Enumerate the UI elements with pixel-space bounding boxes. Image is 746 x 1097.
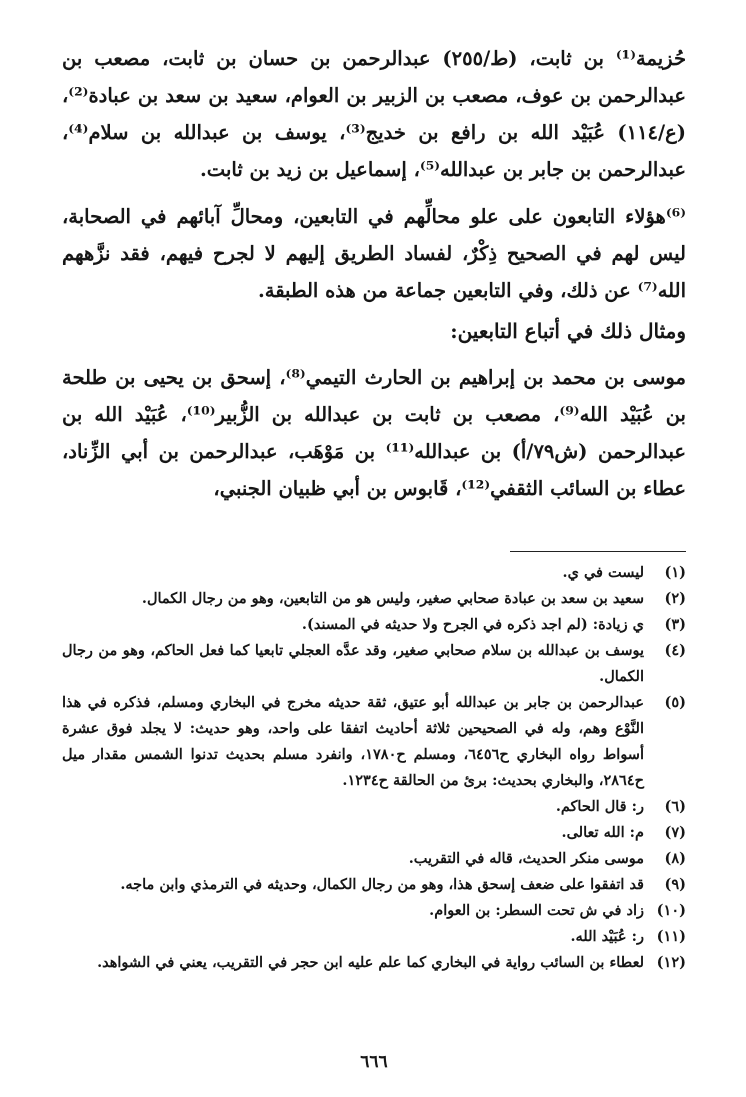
footnote-number: (٥) [664, 694, 686, 711]
footnote-number: (٢) [664, 590, 686, 607]
footnote-number: (١) [664, 564, 686, 581]
footnote-text: ر: عُبَيْد الله. [570, 928, 644, 945]
page [62, 40, 687, 1072]
footnote-text: لعطاء بن السائب رواية في البخاري كما علم عليه ابن حجر في التقريب، يعني في الشواهد. [97, 954, 644, 971]
footnote [62, 560, 686, 586]
paragraph-followers-list: موسى بن محمد بن إبراهيم بن الحارث التيمي⁽⁸⁾، إسحق بن يحيى بن طلحة بن عُبَيْد الله⁽⁹⁾، مصعب بن ثابت بن عبدالله بن الزُّبير⁽¹⁰⁾، عُبَيْد الله بن عبدالرحمن (ش٧٩/أ) بن عبدالله⁽¹¹⁾ بن مَوْهَب، عبدالرحمن بن أبي الزِّناد، عطاء بن السائب الثقفي⁽¹²⁾، قَابوس بن أبي ظبيان الجنبي، [62, 366, 686, 500]
footnote-number: (٦) [664, 798, 686, 815]
footnote [62, 638, 686, 690]
footnote-text: موسى منكر الحديث، قاله في التقريب. [408, 850, 644, 867]
footnote [62, 794, 686, 820]
footnotes [62, 560, 686, 976]
footnote [62, 950, 686, 976]
page-number: ٦٦٦ [360, 1052, 388, 1072]
footnote [62, 586, 686, 612]
footnote-text: ليست في ي. [562, 564, 644, 581]
footnote-number: (٨) [664, 850, 686, 867]
footnote [62, 872, 686, 898]
footnote [62, 898, 686, 924]
footnote-text: قد اتفقوا على ضعف إسحق هذا، وهو من رجال الكمال، وحديثه في الترمذي وابن ماجه. [120, 876, 644, 893]
footnote-text: عبدالرحمن بن جابر بن عبدالله أبو عتيق، ثقة حديثه مخرج في البخاري ومسلم، فذكره في هذا النَّوْع وهم، وله في الصحيحين ثلاثة أحاديث اتفقا على واحد، وهو حديث: لا يجلد فوق عشرة أسواط رواه البخاري ح٦٤٥٦، ومسلم ح١٧٨٠، وانفرد مسلم بحديث تدنوا الشمس مقدار ميل ح٢٨٦٤، والبخاري بحديث: برئ من الحالقة ح١٢٣٤. [62, 694, 644, 789]
footnote-number: (١١) [656, 928, 686, 945]
footnote-text: يوسف بن عبدالله بن سلام صحابي صغير، وقد عدَّه العجلي تابعيا كما فعل الحاكم، وهو من رجال الكمال. [62, 642, 644, 685]
section-heading: ومثال ذلك في أتباع التابعين: [450, 319, 686, 343]
footnote-number: (٧) [664, 824, 686, 841]
footnote-text: ر: قال الحاكم. [555, 798, 644, 815]
footnote [62, 820, 686, 846]
footnote-separator [510, 551, 686, 552]
footnote [62, 612, 686, 638]
main-text [62, 40, 686, 507]
footnote [62, 690, 686, 794]
footnote-number: (٤) [664, 642, 686, 659]
footnote-text: ي زيادة: (لم اجد ذكره في الجرح ولا حديثه في المسند). [301, 616, 644, 633]
footnote-number: (٣) [664, 616, 686, 633]
footnote-number: (١٠) [656, 902, 686, 919]
footnote-text: زاد في ش تحت السطر: بن العوام. [429, 902, 644, 919]
footnote [62, 924, 686, 950]
paragraph-narrators-list: حُزيمة⁽¹⁾ بن ثابت، (ط/٢٥٥) عبدالرحمن بن حسان بن ثابت، مصعب بن عبدالرحمن بن عوف، مصعب بن الزبير بن العوام، سعيد بن سعد بن عبادة⁽²⁾، (ع/١١٤) عُبَيْد الله بن رافع بن خديج⁽³⁾، يوسف بن عبدالله بن سلام⁽⁴⁾، عبدالرحمن بن جابر بن عبدالله⁽⁵⁾، إسماعيل بن زيد بن ثابت. [62, 47, 687, 181]
footnote-number: (٩) [664, 876, 686, 893]
paragraph-commentary: ⁽⁶⁾هؤلاء التابعون على علو محالِّهم في التابعين، ومحالِّ آبائهم في الصحابة، ليس لهم في الصحيح ذِكْرٌ، لفساد الطريق إليهم لا لجرح فيهم، فقد نزَّههم الله⁽⁷⁾ عن ذلك، وفي التابعين جماعة من هذه الطبقة. [62, 205, 686, 302]
footnote [62, 846, 686, 872]
footnote-number: (١٢) [656, 954, 686, 971]
footnote-text: م: الله تعالى. [561, 824, 644, 841]
footnote-text: سعيد بن سعد بن عبادة صحابي صغير، وليس هو من التابعين، وهو من رجال الكمال. [141, 590, 644, 607]
